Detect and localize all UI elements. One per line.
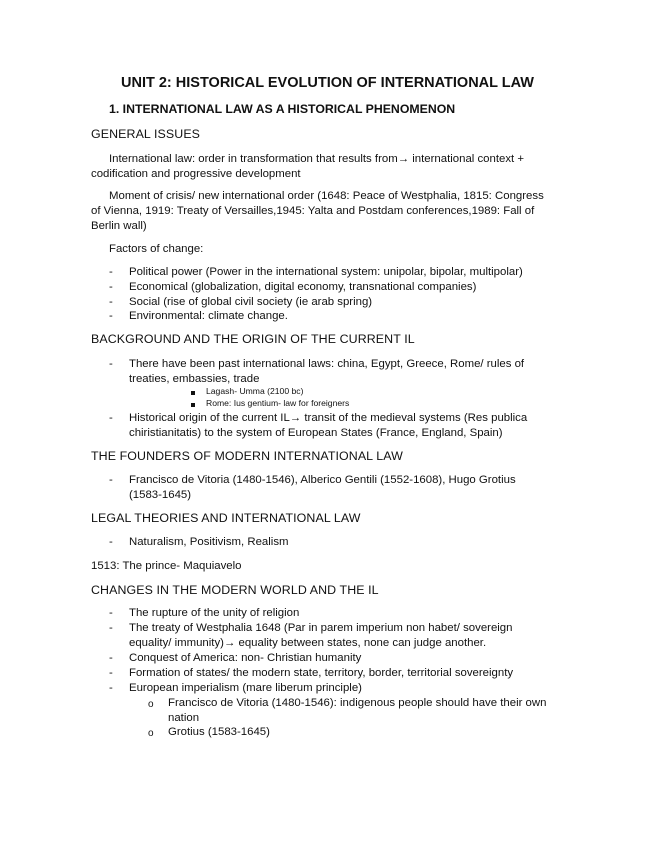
list-item-continuation: (1583-1645)	[129, 489, 192, 501]
list-item: There have been past international laws: china, Egypt, Greece, Rome/ rules of	[129, 358, 525, 370]
dash-bullet: -	[109, 667, 113, 679]
square-bullet	[191, 403, 195, 407]
list-item: The treaty of Westphalia 1648 (Par in parem imperium non habet/ sovereign	[129, 622, 513, 634]
list-item: Formation of states/ the modern state, territory, border, territorial sovereignty	[129, 667, 514, 679]
note-line: 1513: The prince- Maquiavelo	[91, 560, 242, 572]
dash-bullet: -	[109, 412, 113, 424]
list-item: Conquest of America: non- Christian humanity	[129, 652, 362, 664]
sub-list-item-continuation: nation	[168, 712, 200, 724]
circle-bullet: o	[148, 699, 154, 710]
heading-general-issues: GENERAL ISSUES	[91, 127, 201, 141]
list-item: Economical (globalization, digital economy, transnational companies)	[129, 281, 477, 293]
dash-bullet: -	[109, 652, 113, 664]
sub-list-item: Rome: Ius gentium- law for foreigners	[206, 398, 350, 408]
dash-bullet: -	[109, 682, 113, 694]
dash-bullet: -	[109, 296, 113, 308]
square-bullet	[191, 391, 195, 395]
paragraph-line: codification and progressive development	[91, 168, 301, 180]
list-item: Francisco de Vitoria (1480-1546), Alberico Gentili (1552-1608), Hugo Grotius	[129, 474, 516, 486]
dash-bullet: -	[109, 281, 113, 293]
list-item-continuation: chiristianitatis) to the system of European States (France, England, Spain)	[129, 427, 503, 439]
dash-bullet: -	[109, 607, 113, 619]
sub-list-item: Lagash- Umma (2100 bc)	[206, 386, 304, 396]
circle-bullet: o	[148, 728, 154, 739]
paragraph-line: of Vienna, 1919: Treaty of Versailles,1945: Yalta and Postdam conferences,1989: Fall of	[91, 205, 535, 217]
list-item: Political power (Power in the international system: unipolar, bipolar, multipolar)	[129, 266, 523, 278]
sub-list-item: Grotius (1583-1645)	[168, 726, 270, 738]
list-item: European imperialism (mare liberum principle)	[129, 682, 362, 694]
paragraph-line: International law: order in transformation that results from→ international context +	[109, 153, 525, 165]
heading-founders: THE FOUNDERS OF MODERN INTERNATIONAL LAW	[91, 449, 403, 463]
factors-label: Factors of change:	[109, 243, 204, 255]
heading-changes: CHANGES IN THE MODERN WORLD AND THE IL	[91, 583, 379, 597]
dash-bullet: -	[109, 310, 113, 322]
list-item: Social (rise of global civil society (ie arab spring)	[129, 296, 373, 308]
heading-background: BACKGROUND AND THE ORIGIN OF THE CURRENT IL	[91, 332, 415, 346]
list-item: Environmental: climate change.	[129, 310, 288, 322]
list-item-continuation: equality/ immunity)→ equality between states, none can judge another.	[129, 637, 487, 649]
heading-legal-theories: LEGAL THEORIES AND INTERNATIONAL LAW	[91, 511, 361, 525]
list-item-continuation: treaties, embassies, trade	[129, 373, 260, 385]
paragraph-line: Moment of crisis/ new international order (1648: Peace of Westphalia, 1815: Congress	[109, 190, 544, 202]
list-item: Historical origin of the current IL→ transit of the medieval systems (Res publica	[129, 412, 528, 424]
dash-bullet: -	[109, 358, 113, 370]
page-title: UNIT 2: HISTORICAL EVOLUTION OF INTERNATIONAL LAW	[121, 75, 534, 91]
list-item: The rupture of the unity of religion	[129, 607, 300, 619]
dash-bullet: -	[109, 266, 113, 278]
list-item: Naturalism, Positivism, Realism	[129, 536, 289, 548]
dash-bullet: -	[109, 622, 113, 634]
dash-bullet: -	[109, 536, 113, 548]
sub-list-item: Francisco de Vitoria (1480-1546): indigenous people should have their own	[168, 697, 547, 709]
paragraph-line: Berlin wall)	[91, 220, 147, 232]
dash-bullet: -	[109, 474, 113, 486]
section-subtitle: 1. INTERNATIONAL LAW AS A HISTORICAL PHENOMENON	[109, 102, 456, 116]
